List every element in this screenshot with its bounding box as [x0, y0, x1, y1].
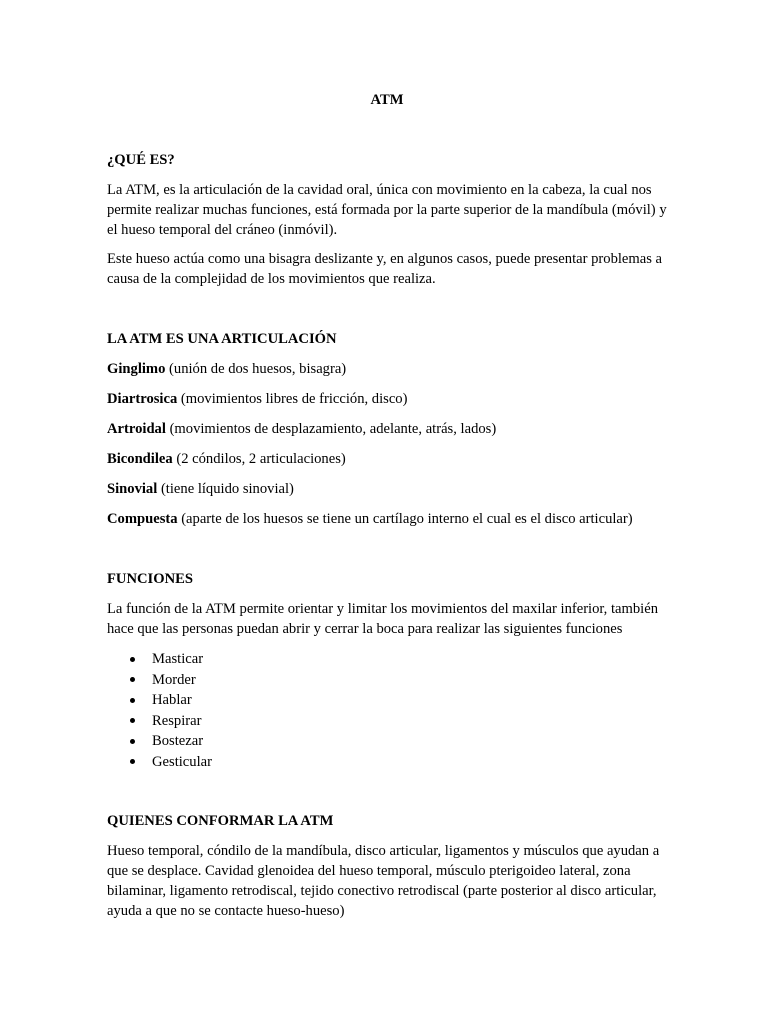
- definition-term: Artroidal: [107, 421, 166, 437]
- paragraph: Hueso temporal, cóndilo de la mandíbula, disco articular, ligamentos y músculos que ayudan a que se desplace. Cavidad glenoidea del hueso temporal, músculo pterigoideo lateral, zona bilaminar, ligamento retrodiscal, tejido conectivo retrodiscal (parte posterior al disco articular, ayuda a que no se contacte hueso-hueso): [107, 843, 660, 919]
- list-item: Gesticular: [107, 752, 667, 773]
- section-conformar: [107, 811, 667, 921]
- document-content: [107, 90, 667, 921]
- document-title: ATM: [370, 92, 404, 108]
- list-item: Masticar: [107, 649, 667, 670]
- bullet-list: [107, 649, 667, 772]
- definition-item: [107, 479, 667, 499]
- definition-term: Diartrosica: [107, 391, 178, 407]
- definition-desc: (movimientos libres de fricción, disco): [177, 391, 408, 407]
- section-heading: LA ATM ES UNA ARTICULACIÓN: [107, 331, 337, 347]
- section-heading: QUIENES CONFORMAR LA ATM: [107, 813, 334, 829]
- list-item: Bostezar: [107, 731, 667, 752]
- paragraph: Este hueso actúa como una bisagra deslizante y, en algunos casos, puede presentar problemas a causa de la complejidad de los movimientos que realiza.: [107, 251, 663, 287]
- definition-item: [107, 509, 667, 529]
- list-item: Morder: [107, 670, 667, 691]
- section-que-es: [107, 150, 667, 289]
- paragraph: La ATM, es la articulación de la cavidad oral, única con movimiento en la cabeza, la cual nos permite realizar muchas funciones, está formada por la parte superior de la mandíbula (móvil) y el hueso temporal del cráneo (inmóvil).: [107, 182, 667, 238]
- definition-item: [107, 449, 667, 469]
- definition-desc: (tiene líquido sinovial): [157, 481, 294, 497]
- section-heading: ¿QUÉ ES?: [107, 152, 175, 168]
- definition-term: Bicondilea: [107, 451, 173, 467]
- definition-desc: (movimientos de desplazamiento, adelante, atrás, lados): [165, 421, 497, 437]
- definition-item: [107, 419, 667, 439]
- definition-term: Ginglimo: [107, 361, 166, 377]
- list-item: Respirar: [107, 711, 667, 732]
- definition-item: [107, 359, 667, 379]
- paragraph: La función de la ATM permite orientar y limitar los movimientos del maxilar inferior, también hace que las personas puedan abrir y cerrar la boca para realizar las siguientes funciones: [107, 601, 658, 637]
- section-heading: FUNCIONES: [107, 571, 193, 587]
- section-articulacion: [107, 329, 667, 529]
- section-funciones: [107, 569, 667, 772]
- definition-term: Compuesta: [107, 511, 178, 527]
- definition-desc: (aparte de los huesos se tiene un cartílago interno el cual es el disco articular): [177, 511, 633, 527]
- definition-term: Sinovial: [107, 481, 158, 497]
- definition-item: [107, 389, 667, 409]
- list-item: Hablar: [107, 690, 667, 711]
- definition-desc: (unión de dos huesos, bisagra): [165, 361, 347, 377]
- definition-desc: (2 cóndilos, 2 articulaciones): [172, 451, 346, 467]
